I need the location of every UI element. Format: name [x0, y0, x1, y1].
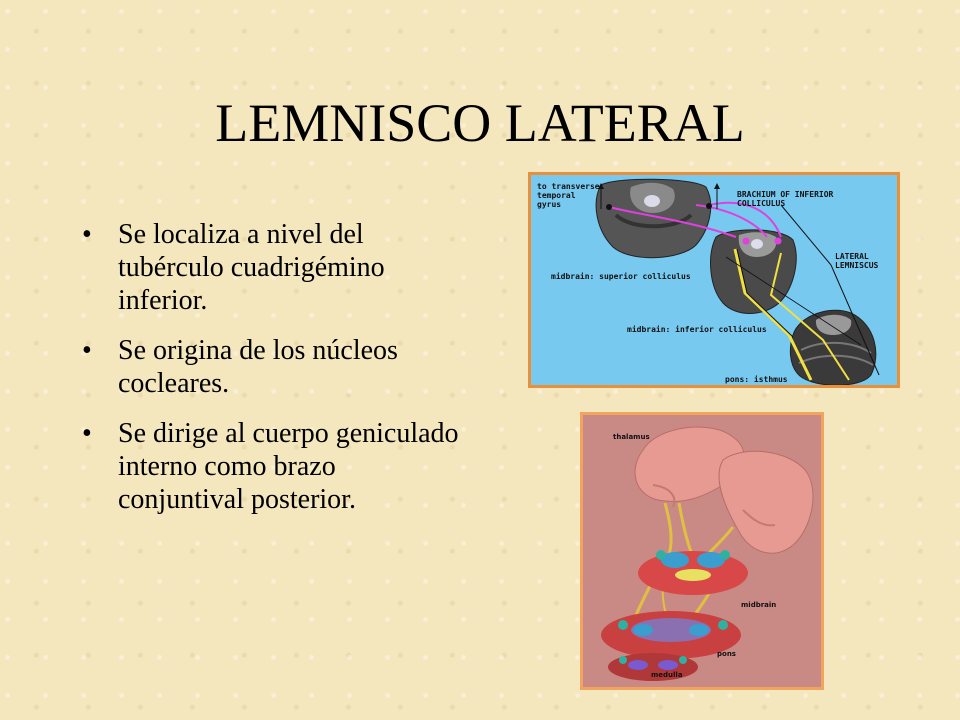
- thalamus-shape: [635, 427, 813, 553]
- auditory-pathway-drawing: [583, 415, 821, 687]
- bullet-item: [82, 417, 462, 516]
- label-medulla: medulla: [651, 671, 683, 679]
- bullet-item: [82, 334, 462, 400]
- label-thalamus: thalamus: [613, 433, 650, 441]
- auditory-pathway-3d-figure: [580, 412, 824, 690]
- label-inferior-colliculus: midbrain: inferior colliculus: [627, 325, 767, 334]
- bullet-text: Se origina de los núcleos cocleares.: [118, 335, 398, 399]
- bullet-item: [82, 218, 462, 317]
- label-brachium: BRACHIUM OF INFERIOR COLLICULUS: [737, 190, 834, 208]
- label-isthmus: pons: isthmus: [725, 375, 788, 384]
- label-superior-colliculus: midbrain: superior colliculus: [551, 272, 691, 281]
- bullet-marker: •: [82, 418, 92, 449]
- bullet-marker: •: [82, 219, 92, 250]
- label-temporal-gyrus: to transverse temporal gyrus: [537, 182, 600, 209]
- slide-title: LEMNISCO LATERAL: [215, 93, 745, 153]
- label-midbrain: midbrain: [741, 601, 777, 609]
- superior-colliculus-section: [596, 179, 711, 257]
- brainstem-sections-figure: [528, 172, 900, 388]
- pons-isthmus-section: [790, 310, 875, 385]
- midbrain-slice: [638, 550, 748, 595]
- label-pons: pons: [717, 650, 736, 658]
- bullet-list: [82, 218, 462, 533]
- bullet-text: Se dirige al cuerpo geniculado interno como brazo conjuntival posterior.: [118, 418, 459, 515]
- label-lateral-lemniscus: LATERAL LEMNISCUS: [835, 252, 879, 270]
- bullet-marker: •: [82, 335, 92, 366]
- bullet-text: Se localiza a nivel del tubérculo cuadrigémino inferior.: [118, 219, 385, 316]
